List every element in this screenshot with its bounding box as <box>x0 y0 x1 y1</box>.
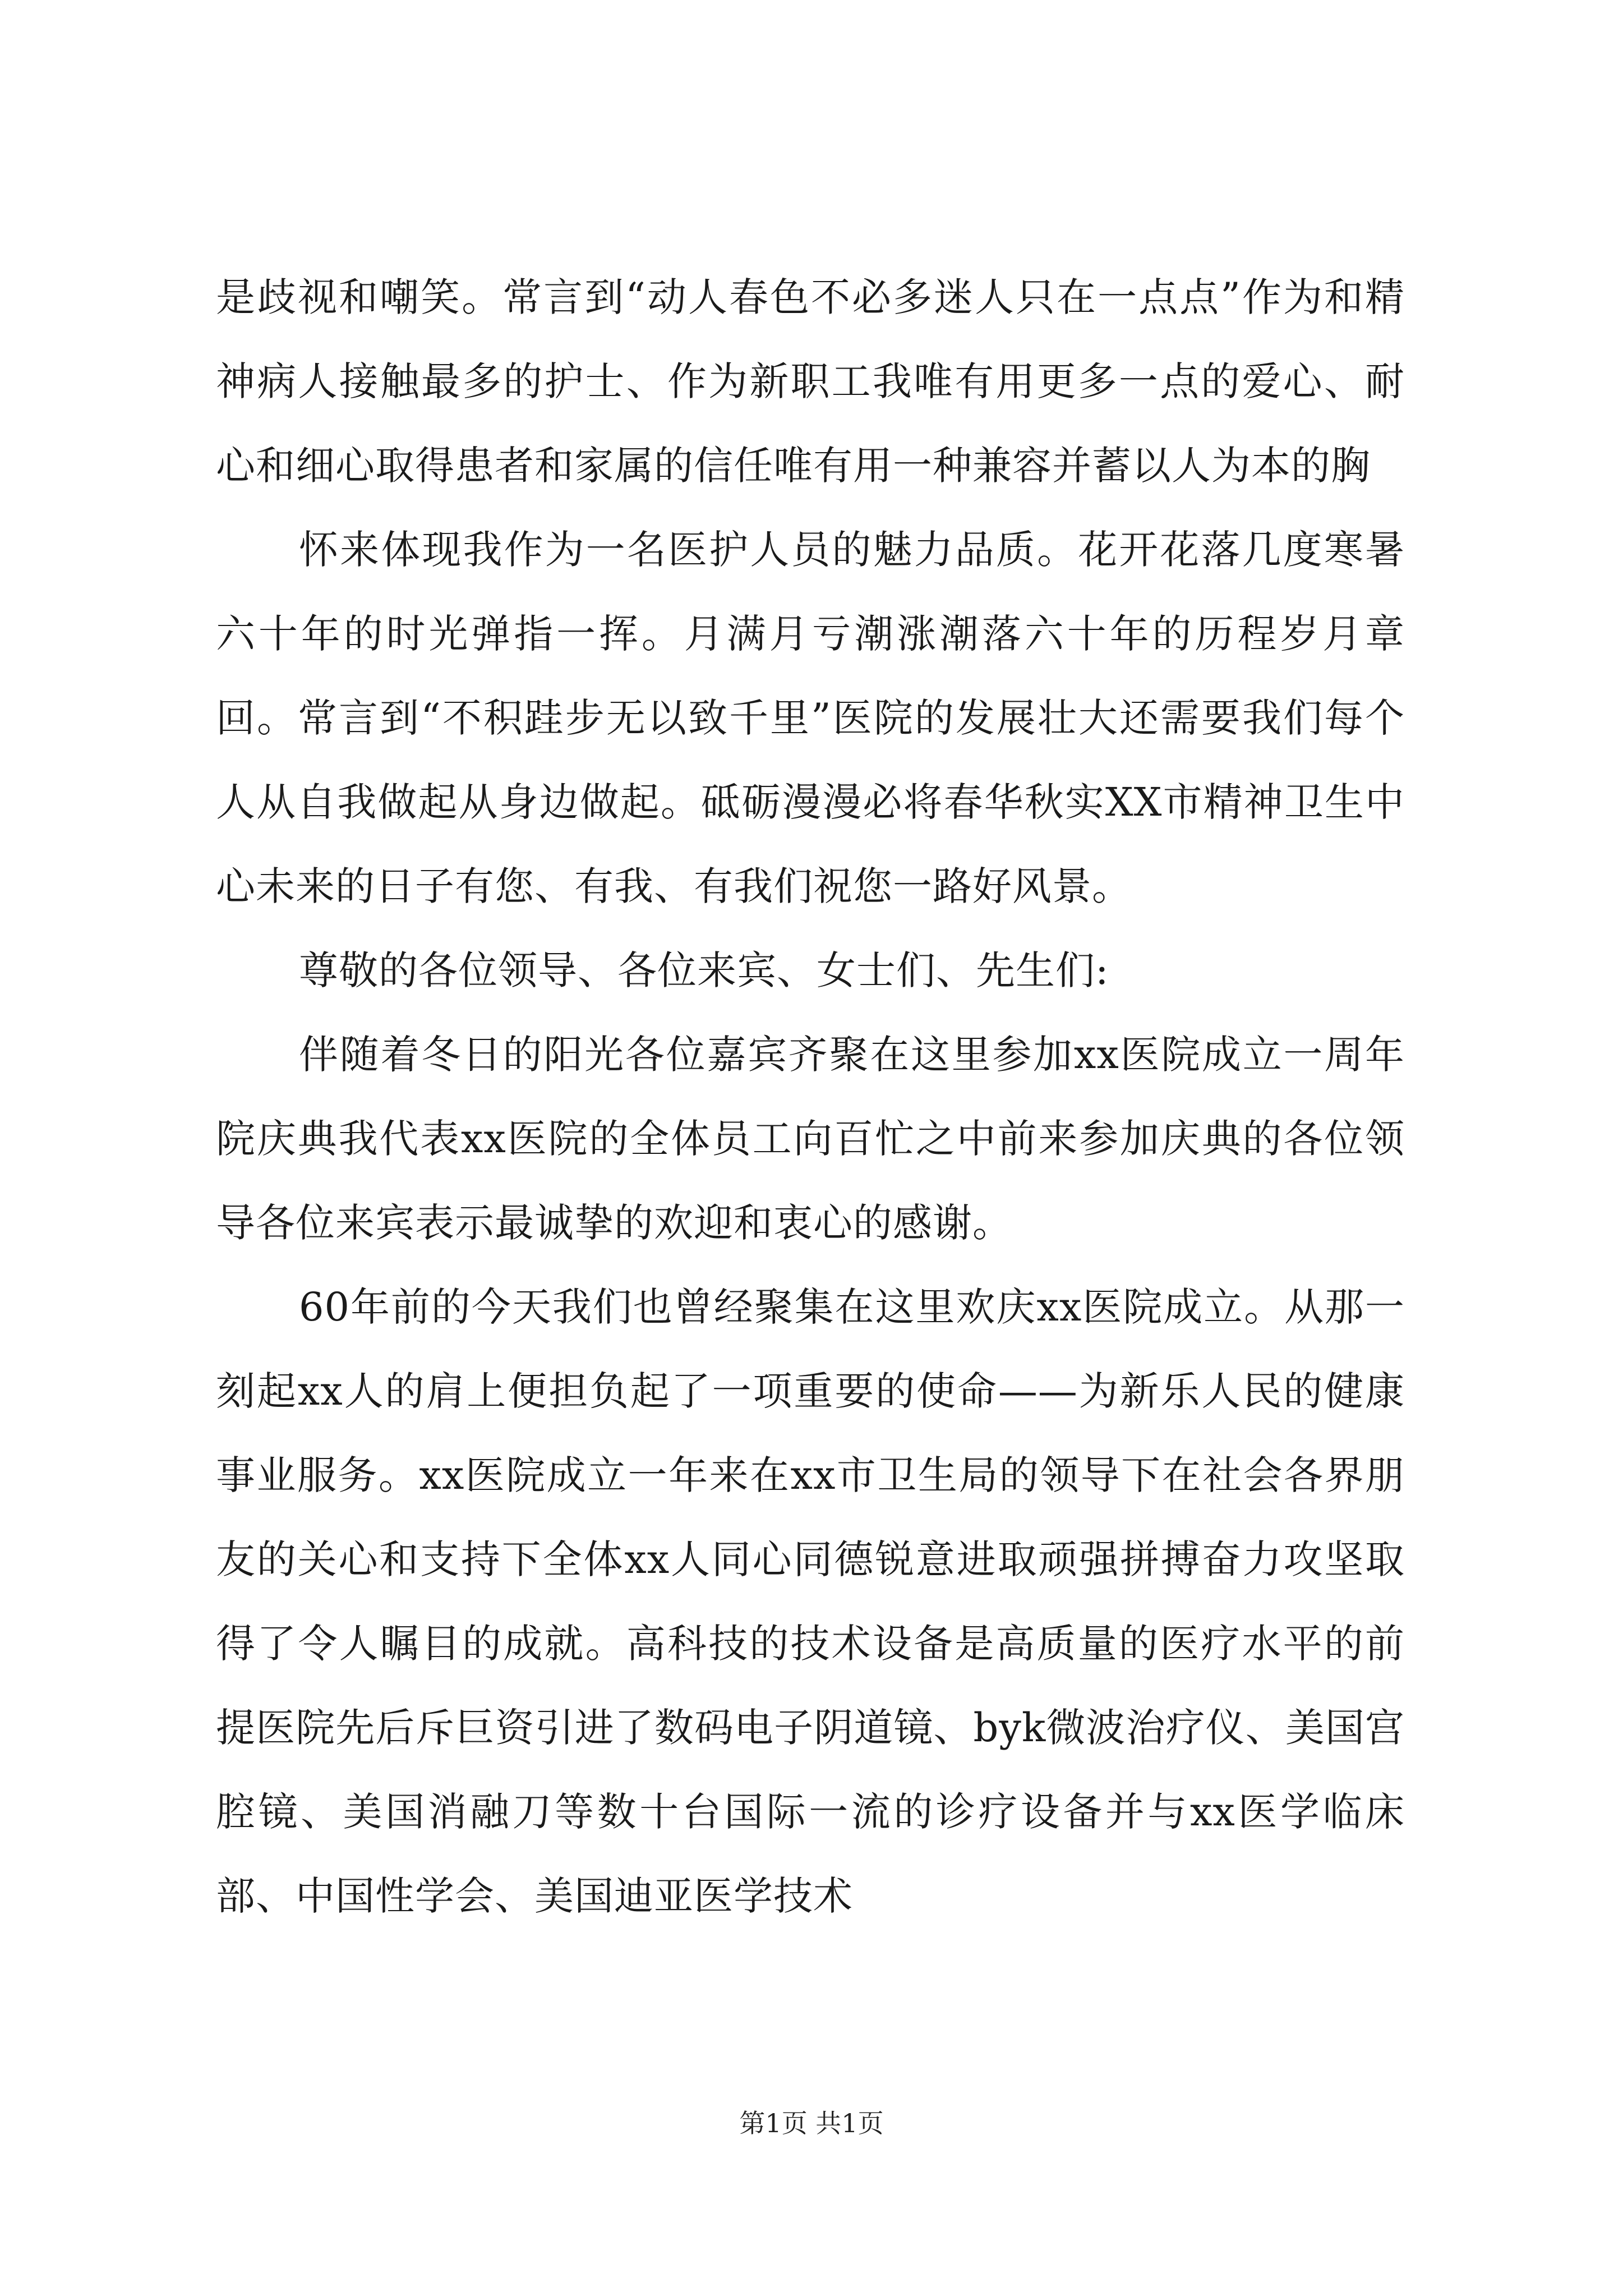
page-footer: 第1页 共1页 <box>739 2108 884 2138</box>
paragraph-5: 60年前的今天我们也曾经聚集在这里欢庆xx医院成立。从那一刻起xx人的肩上便担负起了一项重要的使命——为新乐人民的健康事业服务。xx医院成立一年来在xx市卫生局的领导下在社会各界朋友的关心和支持下全体xx人同心同德锐意进取顽强拼搏奋力攻坚取得了令人瞩目的成就。高科技的技术设备是高质量的医疗水平的前提医院先后斥巨资引进了数码电子阴道镜、byk微波治疗仪、美国宫腔镜、美国消融刀等数十台国际一流的诊疗设备并与xx医学临床部、中国性学会、美国迪亚医学技术 <box>216 1284 1405 1919</box>
paragraph-3-salutation: 尊敬的各位领导、各位来宾、女士们、先生们: <box>299 947 1109 993</box>
paragraph-1: 是歧视和嘲笑。常言到“动人春色不必多迷人只在一点点”作为和精神病人接触最多的护士、作为新职工我唯有用更多一点的爱心、耐心和细心取得患者和家属的信任唯有用一种兼容并蓄以人为本的胸 <box>216 274 1405 489</box>
paragraph-4: 伴随着冬日的阳光各位嘉宾齐聚在这里参加xx医院成立一周年院庆典我代表xx医院的全体员工向百忙之中前来参加庆典的各位领导各位来宾表示最诚挚的欢迎和衷心的感谢。 <box>216 1032 1405 1246</box>
document-body <box>216 255 1405 1938</box>
paragraph-2: 怀来体现我作为一名医护人员的魅力品质。花开花落几度寒暑六十年的时光弹指一挥。月满月亏潮涨潮落六十年的历程岁月章回。常言到“不积跬步无以致千里”医院的发展壮大还需要我们每个人从自我做起从身边做起。砥砺漫漫必将春华秋实XX市精神卫生中心未来的日子有您、有我、有我们祝您一路好风景。 <box>216 527 1405 909</box>
